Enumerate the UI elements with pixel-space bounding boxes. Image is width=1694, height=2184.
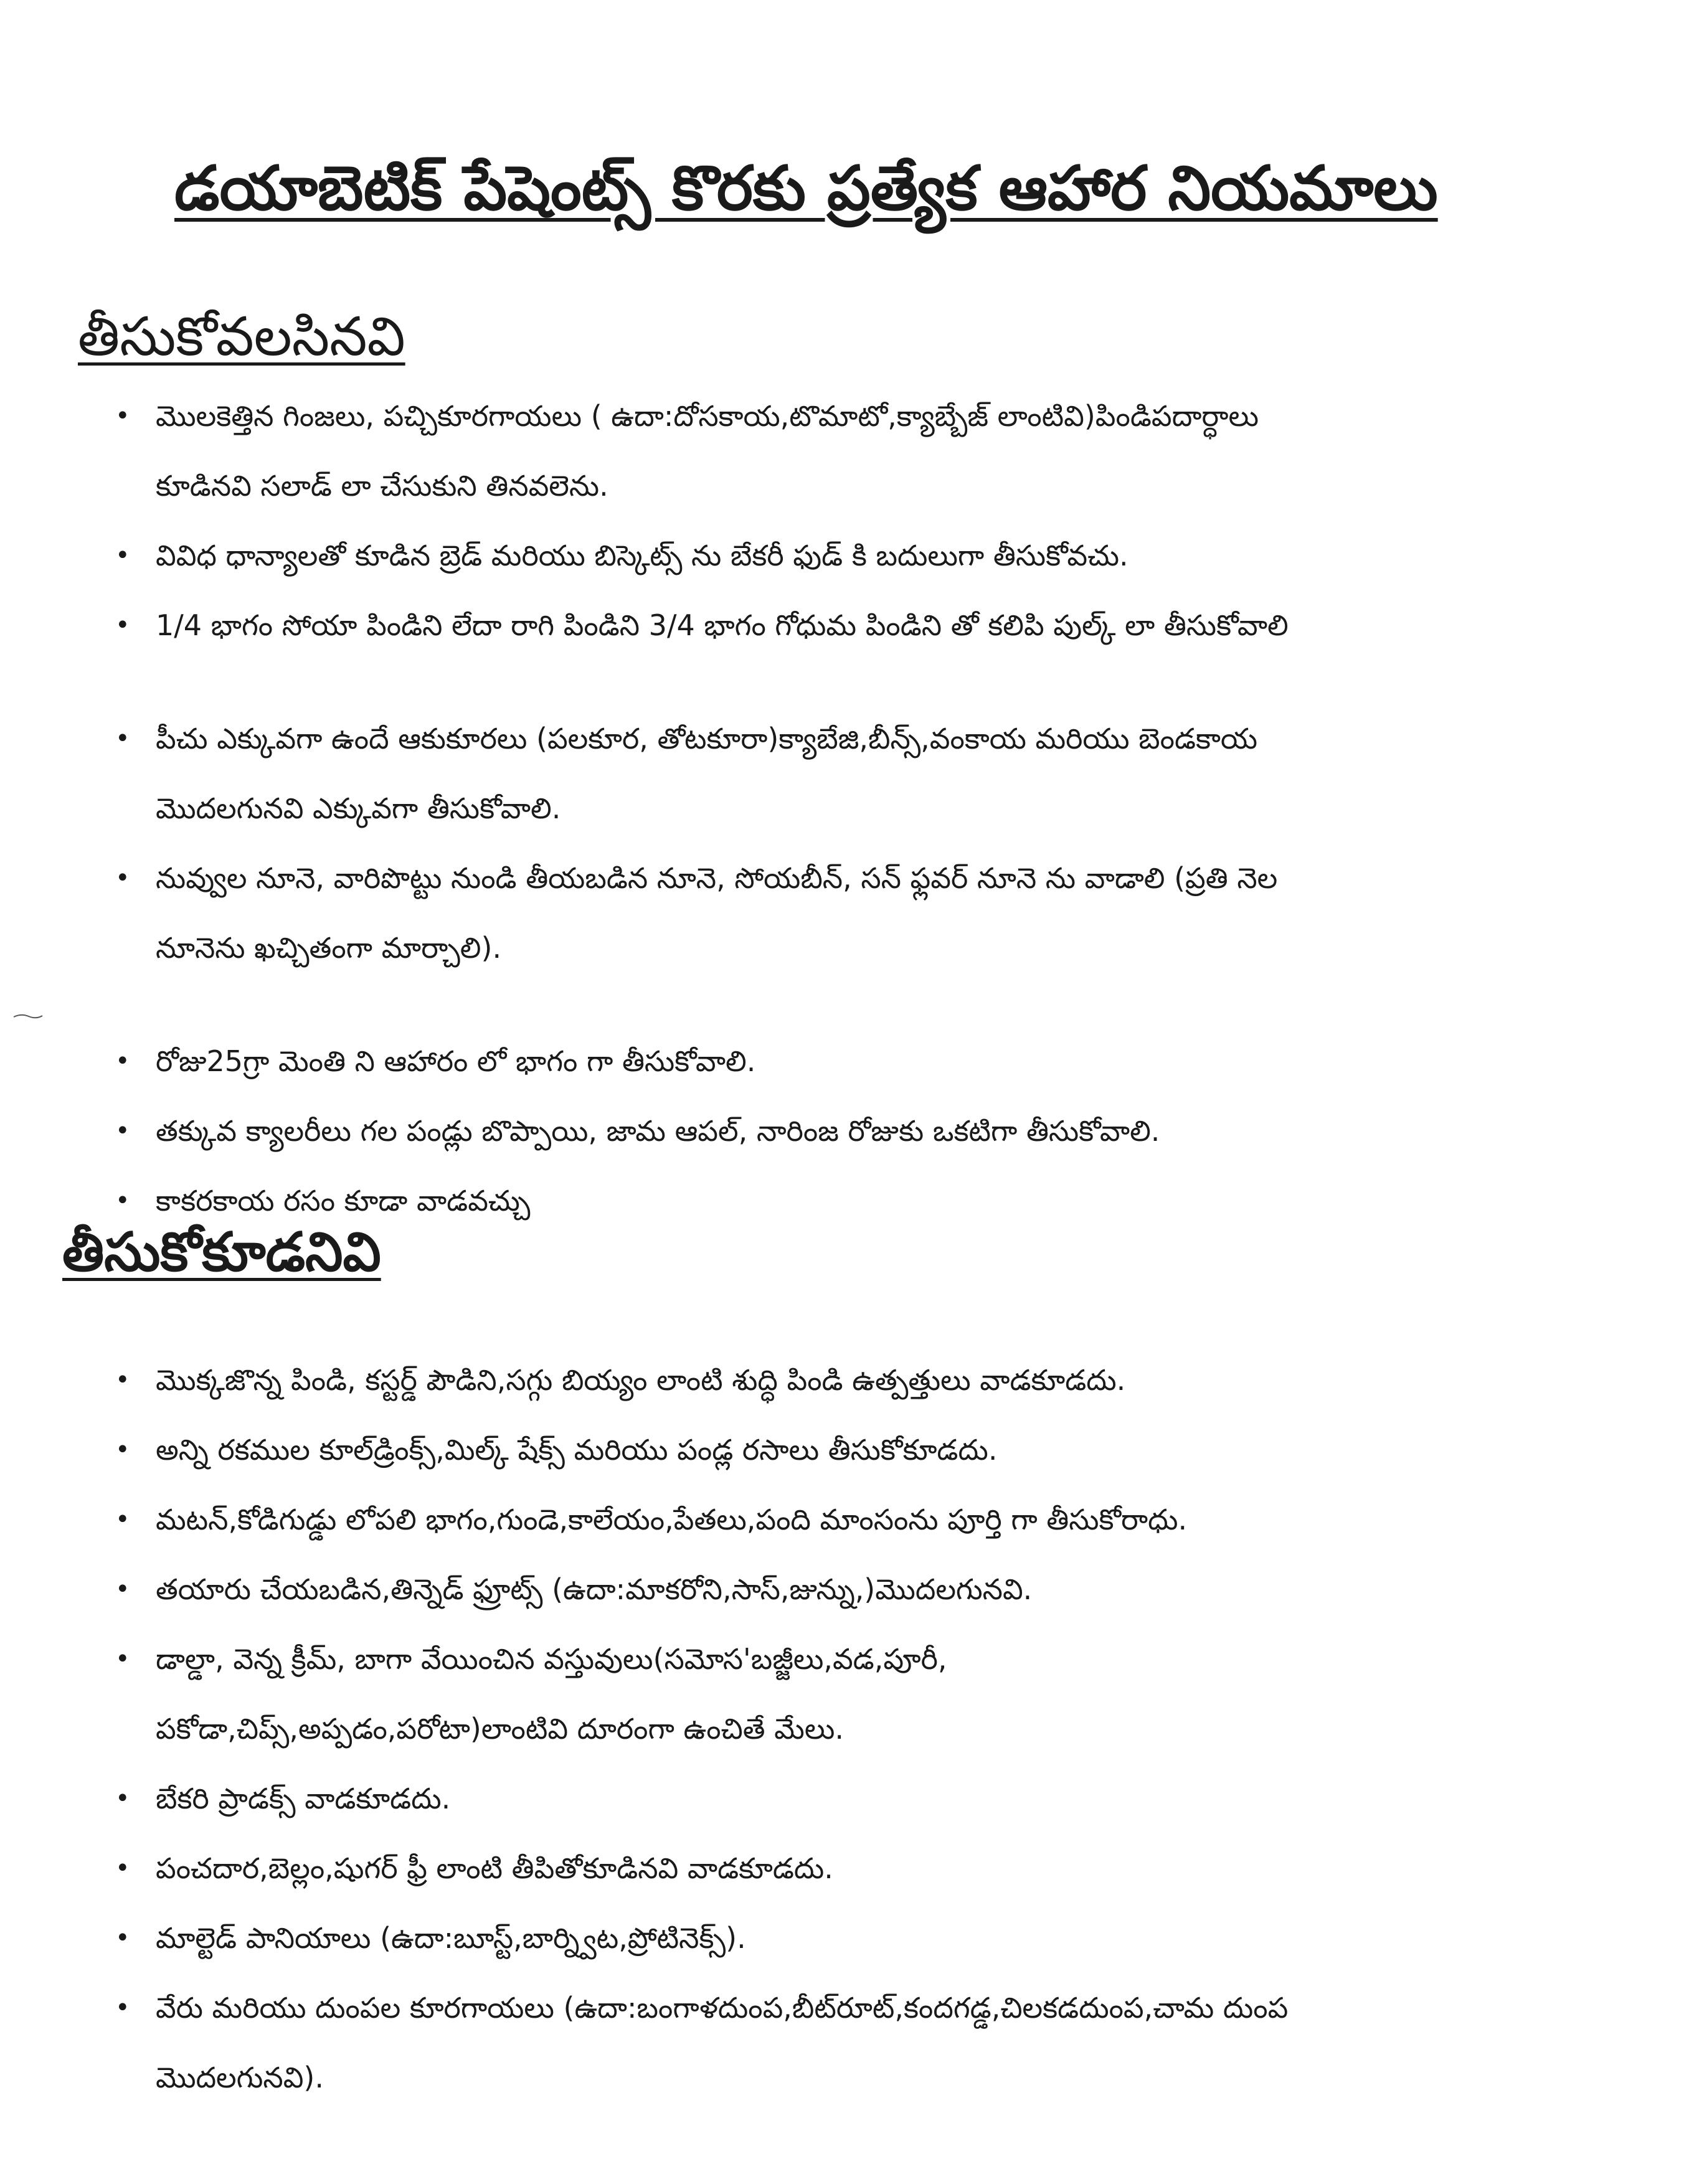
bullet-icon: • [115, 1784, 130, 1813]
list-item [0, 1485, 1557, 1554]
list-item-text: మొలకెత్తిన గింజలు, పచ్చికూరగాయలు ( ఉదా:దోసకాయ,టొమాటో,క్యాబ్బేజ్ లాంటివి)పిండిపదార్ధాలు కూడినవి సలాడ్ లా చేసుకుని తినవలెను. [156, 399, 1259, 503]
list-item [0, 521, 1557, 590]
avoid-foods-list [0, 1345, 1694, 2112]
bullet-icon: • [115, 1924, 130, 1952]
bullet-icon: • [115, 864, 130, 892]
list-item [0, 1554, 1557, 1624]
bullet-icon: • [115, 1047, 130, 1075]
list-item [0, 1624, 1557, 1764]
list-item-text: మొక్కజొన్న పిండి, కస్టర్డ్ పౌడిని,సగ్గు బియ్యం లాంటి శుద్ధి పిండి ఉత్పత్తులు వాడకూడదు. [156, 1363, 1126, 1397]
document-title: డయాబెటిక్ పేషెంట్స్ కొరకు ప్రత్యేక ఆహార నియమాలు [174, 153, 1438, 224]
bullet-icon: • [115, 1435, 130, 1464]
bullet-icon: • [115, 1505, 130, 1534]
list-item-text: నువ్వుల నూనె, వారిపొట్టు నుండి తీయబడిన నూనె, సోయబీన్, సన్ ఫ్లవర్ నూనె ను వాడాలి (ప్రతి నెల నూనెను ఖచ్చితంగా మార్చాలి). [156, 861, 1278, 965]
list-item [0, 843, 1557, 983]
allowed-foods-list [0, 381, 1694, 1236]
bullet-icon: • [115, 1645, 130, 1673]
list-item-text: రోజు25గ్రా మెంతి ని ఆహారం లో భాగం గా తీసుకోవాలి. [156, 1044, 756, 1078]
bullet-icon: • [115, 541, 130, 570]
list-item-text: డాల్డా, వెన్న క్రీమ్, బాగా వేయించిన వస్తువులు(సమోస'బజ్జీలు,వడ,పూరీ, పకోడా,చిప్స్,అప్పడం,పరోటా)లాంటివి దూరంగా ఉంచితే మేలు. [156, 1642, 947, 1746]
list-item [0, 1026, 1557, 1096]
list-item [0, 704, 1557, 843]
bullet-icon: • [115, 611, 130, 640]
bullet-icon: • [115, 1575, 130, 1604]
section-heading-avoid: తీసుకోకూడనివి [62, 1221, 381, 1283]
list-item-text: అన్ని రకముల కూల్‌డ్రింక్స్,మిల్క్ షేక్స్ మరియు పండ్ల రసాలు తీసుకోకూడదు. [156, 1433, 998, 1467]
list-item [0, 1345, 1557, 1415]
list-item [0, 1096, 1557, 1166]
list-item-text: పంచదార,బెల్లం,షుగర్ ఫ్రీ లాంటి తీపితోకూడినవి వాడకూడదు. [156, 1851, 833, 1885]
bullet-icon: • [115, 1366, 130, 1394]
list-item [0, 1973, 1557, 2112]
bullet-icon: • [115, 1117, 130, 1145]
list-item [0, 1903, 1557, 1973]
list-item-text: 1/4 భాగం సోయా పిండిని లేదా రాగి పిండిని 3/4 భాగం గోధుమ పిండిని తో కలిపి పుల్క్ లా తీసుకోవాలి [156, 608, 1289, 642]
list-item [0, 590, 1557, 660]
list-item-text: వివిధ ధాన్యాలతో కూడిన బ్రెడ్ మరియు బిస్కెట్స్ ను బేకరీ ఫుడ్ కి బదులుగా తీసుకోవచు. [156, 539, 1129, 572]
list-item-text: బేకరి ప్రాడక్స్ వాడకూడదు. [156, 1782, 451, 1815]
list-item-text: మాల్టెడ్ పానియాలు (ఉదా:బూస్ట్,బార్న్విట,ప్రోటినెక్స్). [156, 1921, 746, 1955]
list-item-text: తక్కువ క్యాలరీలు గల పండ్లు బొప్పాయి, జామ ఆపల్, నారింజ రోజుకు ఒకటిగా తీసుకోవాలి. [156, 1114, 1160, 1148]
list-item-text: పీచు ఎక్కువగా ఉందే ఆకుకూరలు (పలకూర, తోటకూరా)క్యాబేజి,బీన్స్,వంకాయ మరియు బెండకాయ మొదలగునవి ఎక్కువగా తీసుకోవాలి. [156, 722, 1258, 825]
bullet-icon: • [115, 1993, 130, 2022]
list-item-text: వేరు మరియు దుంపల కూరగాయలు (ఉదా:బంగాళదుంప,బీట్‌రూట్,కందగడ్డ,చిలకడదుంప,చామ దుంప మొదలగునవి). [156, 1991, 1289, 2094]
bullet-icon: • [115, 1854, 130, 1883]
list-item [0, 1764, 1557, 1833]
section-heading-allowed: తీసుకోవలసినవి [78, 306, 405, 368]
bullet-icon: • [115, 1186, 130, 1215]
bullet-icon: • [115, 724, 130, 753]
list-item-text: మటన్,కోడిగుడ్డు లోపలి భాగం,గుండె,కాలేయం,పేతలు,పంది మాంసంను పూర్తి గా తీసుకోరాధు. [156, 1503, 1188, 1536]
scan-mark-icon [12, 1012, 44, 1021]
list-item [0, 381, 1557, 521]
list-item-text: తయారు చేయబడిన,తిన్నెడ్ ఫ్రూట్స్ (ఉదా:మాకరోని,సాస్,జున్ను,)మొదలగునవి. [156, 1572, 1033, 1606]
bullet-icon: • [115, 402, 130, 430]
list-item [0, 1833, 1557, 1903]
list-item-text: కాకరకాయ రసం కూడా వాడవచ్చు [156, 1184, 531, 1217]
list-item [0, 1415, 1557, 1485]
